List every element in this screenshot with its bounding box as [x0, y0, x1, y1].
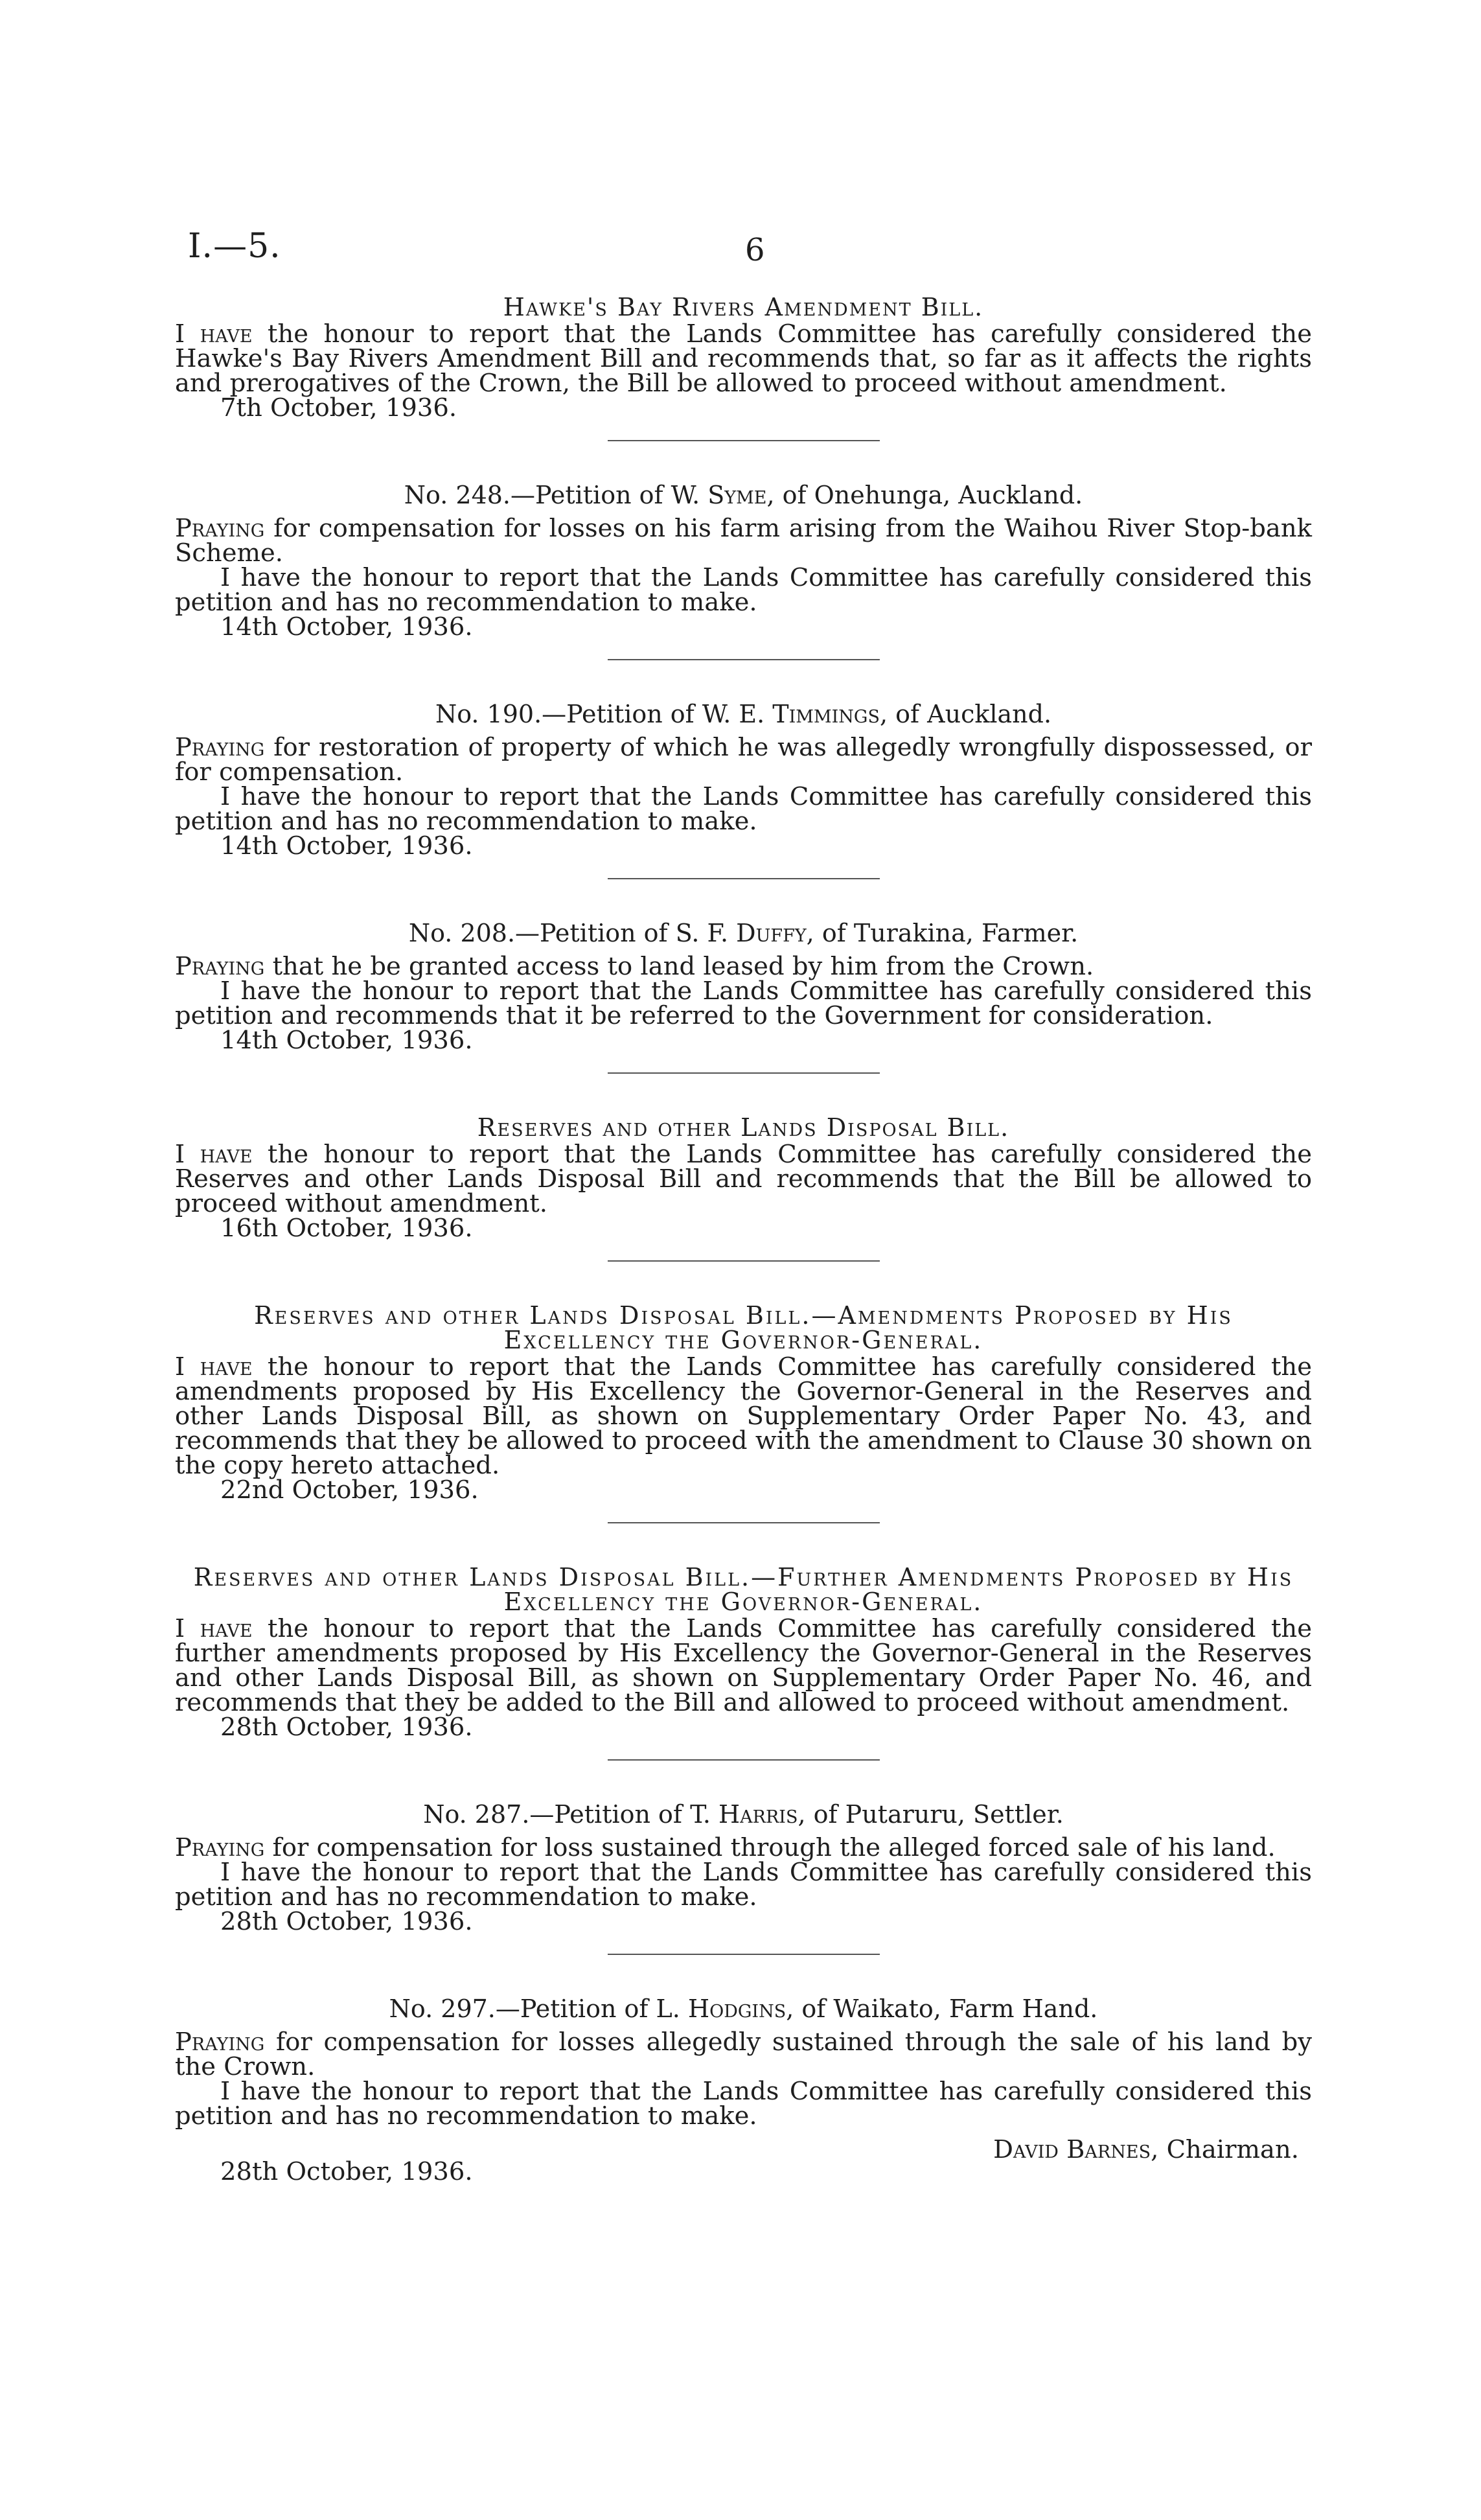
lead-words: Praying: [175, 952, 265, 981]
praying-text: for restoration of property of which he was allegedly wrongfully dispossessed, or for compensation.: [175, 733, 1312, 787]
section-heading: Reserves and other Lands Disposal Bill.—Further Amendments Proposed by His Excellency the Governor-General.: [193, 1563, 1294, 1616]
petition-heading: [175, 921, 1312, 945]
heading-text: No. 248.—Petition of W.: [404, 481, 708, 509]
lead-words: I have: [175, 1140, 253, 1169]
lead-words: I have: [175, 319, 253, 349]
petition-heading: [175, 483, 1312, 507]
petition-heading: [175, 1996, 1312, 2021]
section-divider: [608, 659, 880, 660]
section-reserves-bill: [175, 1115, 1312, 1241]
petitioner-name: Harris: [718, 1800, 798, 1829]
heading-text: No. 208.—Petition of S. F.: [408, 919, 737, 947]
report-text: the honour to report that the Lands Committee has carefully considered the Reserves and other Lands Disposal Bill and recommends that the Bill be allowed to proceed without amendment.: [175, 1140, 1312, 1218]
petition-heading: [175, 1802, 1312, 1827]
report-date: 28th October, 1936.: [220, 1907, 473, 1936]
section-divider: [608, 1954, 880, 1955]
page-body: [175, 295, 1312, 2190]
report-paragraph: I have the honour to report that the Lands Committee has carefully considered this petition and has no recommendation to make.: [175, 1858, 1312, 1912]
section-heading: Reserves and other Lands Disposal Bill.: [477, 1113, 1010, 1142]
report-paragraph: [175, 1614, 1312, 1717]
page-number: 6: [745, 232, 765, 268]
report-paragraph: I have the honour to report that the Lands Committee has carefully considered this petition and has no recommendation to make.: [175, 782, 1312, 836]
heading-text: , of Putaruru, Settler.: [798, 1800, 1064, 1829]
heading-text: No. 287.—Petition of T.: [423, 1800, 718, 1829]
section-petition-297: [175, 1996, 1312, 2190]
section-divider: [608, 878, 880, 879]
report-paragraph: I have the honour to report that the Lands Committee has carefully considered this petition and recommends that it be referred to the Government for consideration.: [175, 977, 1312, 1030]
section-reserves-further-amendments: [175, 1565, 1312, 1740]
section-petition-248: [175, 483, 1312, 640]
section-divider: [608, 1072, 880, 1074]
report-date: 7th October, 1936.: [220, 393, 457, 422]
praying-text: for compensation for losses on his farm arising from the Waihou River Stop-bank Scheme.: [175, 514, 1312, 568]
signatory-title: , Chairman.: [1151, 2135, 1299, 2164]
petitioner-name: Timmings: [772, 700, 880, 728]
report-date: 14th October, 1936.: [220, 831, 473, 861]
report-reference: I.—5.: [188, 227, 281, 266]
lead-words: I have: [175, 1352, 253, 1381]
section-petition-190: [175, 702, 1312, 859]
praying-paragraph: [175, 735, 1312, 785]
praying-paragraph: [175, 1833, 1312, 1862]
heading-text: , of Onehunga, Auckland.: [766, 481, 1083, 509]
lead-words: I have: [175, 1614, 253, 1643]
lead-words: Praying: [175, 733, 265, 762]
lead-words: Praying: [175, 1833, 265, 1862]
lead-words: Praying: [175, 514, 265, 543]
report-paragraph: [175, 1352, 1312, 1480]
signatory-name: David Barnes: [993, 2135, 1151, 2164]
praying-text: for compensation for losses allegedly sustained through the sale of his land by the Crown.: [175, 2028, 1312, 2081]
report-paragraph: I have the honour to report that the Lands Committee has carefully considered this petition and has no recommendation to make.: [175, 2077, 1312, 2131]
praying-text: that he be granted access to land leased by him from the Crown.: [264, 952, 1094, 981]
chairman-signature: [993, 2135, 1299, 2164]
praying-text: for compensation for loss sustained through the alleged forced sale of his land.: [264, 1833, 1276, 1862]
section-petition-208: [175, 921, 1312, 1053]
section-petition-287: [175, 1802, 1312, 1934]
signature-block: [175, 2135, 1312, 2190]
report-date: 16th October, 1936.: [220, 1214, 473, 1243]
heading-text: No. 297.—Petition of L.: [389, 1994, 688, 2023]
report-date: 22nd October, 1936.: [220, 1475, 479, 1505]
praying-paragraph: [175, 2030, 1312, 2079]
heading-text: No. 190.—Petition of W. E.: [435, 700, 773, 728]
lead-words: Praying: [175, 2028, 265, 2057]
petitioner-name: Duffy: [736, 919, 807, 947]
petition-heading: [175, 702, 1312, 726]
report-paragraph: [175, 319, 1312, 398]
section-divider: [608, 1522, 880, 1523]
report-paragraph: [175, 1142, 1312, 1216]
section-hawkes-bay-bill: [175, 295, 1312, 421]
section-heading: Reserves and other Lands Disposal Bill.—Amendments Proposed by His Excellency the Governor-General.: [254, 1301, 1233, 1354]
report-text: the honour to report that the Lands Committee has carefully considered the further amendments proposed by His Excellency the Governor-General in the Reserves and other Lands Disposal Bill, as shown on Supplementary Order Paper No. 46, and recommends that they be added to the Bill and allowed to proceed without amendment.: [175, 1614, 1312, 1717]
section-divider: [608, 1759, 880, 1761]
petitioner-name: Syme: [707, 481, 767, 509]
heading-text: , of Turakina, Farmer.: [806, 919, 1079, 947]
report-date: 14th October, 1936.: [220, 612, 473, 642]
praying-paragraph: [175, 954, 1312, 979]
section-heading: Hawke's Bay Rivers Amendment Bill.: [503, 293, 984, 321]
praying-paragraph: [175, 516, 1312, 566]
petitioner-name: Hodgins: [687, 1994, 786, 2023]
section-reserves-amendments: [175, 1303, 1312, 1503]
report-date: 14th October, 1936.: [220, 1026, 473, 1055]
report-date: 28th October, 1936.: [220, 2157, 473, 2186]
report-text: the honour to report that the Lands Committee has carefully considered the Hawke's Bay Rivers Amendment Bill and recommends that, so far as it affects the rights and prerogatives of the Crown, the Bill be allowed to proceed without amendment.: [175, 319, 1312, 398]
heading-text: , of Auckland.: [879, 700, 1052, 728]
report-text: the honour to report that the Lands Committee has carefully considered the amendments proposed by His Excellency the Governor-General in the Reserves and other Lands Disposal Bill, as shown on Supplementary Order Paper No. 43, and recommends that they be allowed to proceed with the amendment to Clause 30 shown on the copy hereto attached.: [175, 1352, 1312, 1480]
heading-text: , of Waikato, Farm Hand.: [786, 1994, 1098, 2023]
report-date: 28th October, 1936.: [220, 1713, 473, 1742]
section-divider: [608, 1260, 880, 1262]
section-divider: [608, 440, 880, 441]
report-paragraph: I have the honour to report that the Lands Committee has carefully considered this petition and has no recommendation to make.: [175, 563, 1312, 617]
